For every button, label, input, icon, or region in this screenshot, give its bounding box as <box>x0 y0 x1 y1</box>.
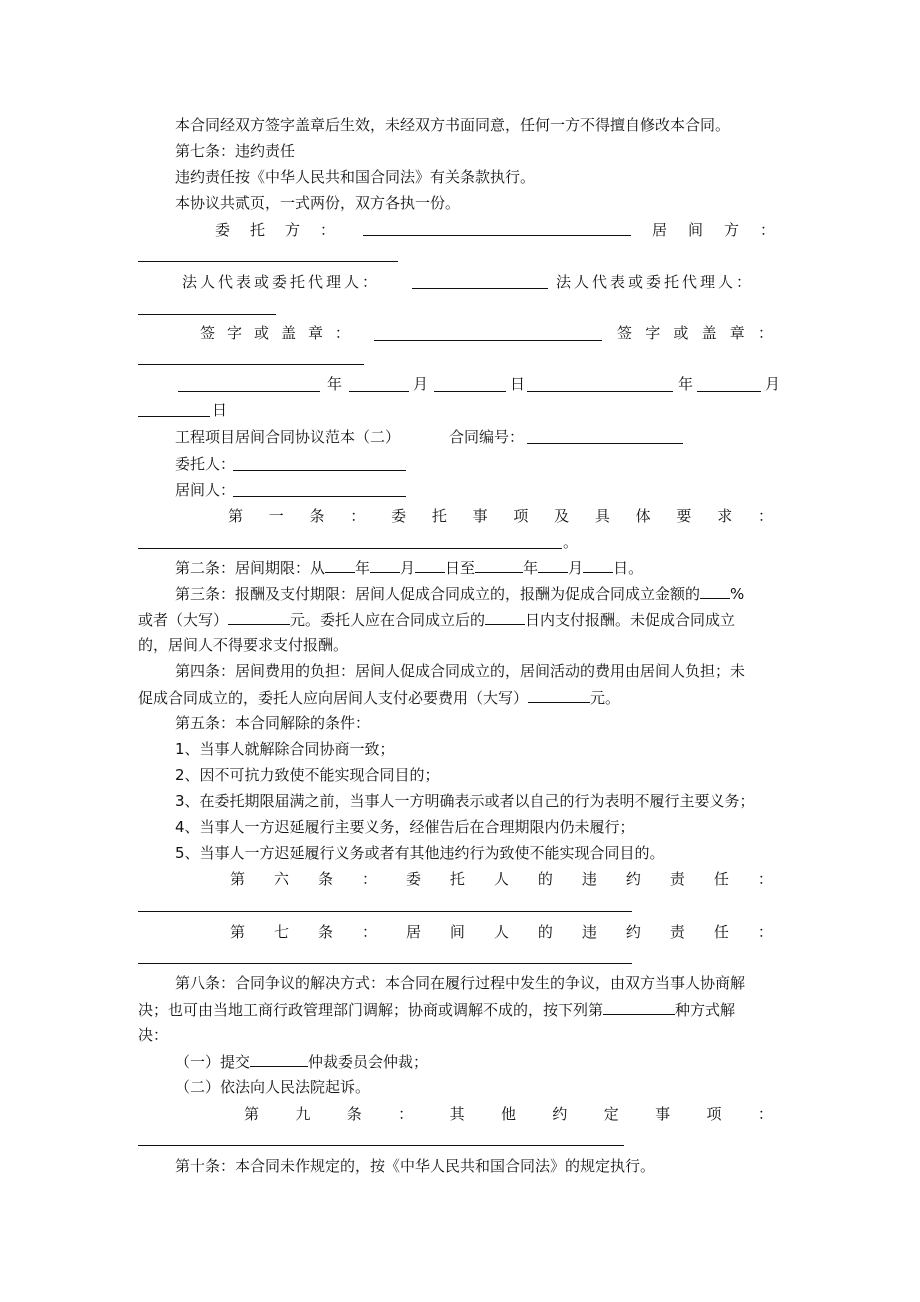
sign-seal-blank-2[interactable] <box>138 364 364 365</box>
template-title: 工程项目居间合同协议范本（二） <box>175 428 401 446</box>
date-day-1: 日 <box>510 375 526 393</box>
article-8-option-1: （一）提交 仲裁委员会仲裁； <box>175 1053 429 1071</box>
article-6-blank[interactable] <box>138 911 632 912</box>
article-9-blank[interactable] <box>138 1145 624 1146</box>
article-1-period: 。 <box>563 533 579 551</box>
article-10: 第十条：本合同未作规定的，按《中华人民共和国合同法》的规定执行。 <box>175 1157 656 1175</box>
art2-year1-blank[interactable] <box>325 557 355 573</box>
article-1-title: 第 一 条 ： 委 托 事 项 及 具 体 要 求 ： <box>228 507 773 525</box>
art2-day1-blank[interactable] <box>415 557 445 573</box>
entruster-label: 委托人： <box>175 455 236 473</box>
article-1-blank[interactable] <box>138 548 562 549</box>
article-8-line-1: 第八条：合同争议的解决方式：本合同在履行过程中发生的争议，由双方当事人协商解 <box>175 974 746 992</box>
sign-seal-label-2: 签 字 或 盖 章 ： <box>617 324 773 342</box>
date-year-blank-1[interactable] <box>178 391 320 392</box>
date-month-1: 月 <box>413 375 429 393</box>
contract-no-label: 合同编号： <box>449 428 525 446</box>
legal-rep-label-2: 法人代表或委托代理人： <box>556 273 755 291</box>
effective-clause: 本合同经双方签字盖章后生效，未经双方书面同意，任何一方不得擅自修改本合同。 <box>175 116 731 134</box>
contract-no-blank[interactable] <box>527 443 683 444</box>
legal-rep-blank-2[interactable] <box>138 314 276 315</box>
art8-arbitration-blank[interactable] <box>250 1051 308 1067</box>
art3-days-blank[interactable] <box>485 609 525 625</box>
article-8-line-3: 决： <box>138 1026 169 1044</box>
article-6-title: 第 六 条 ： 委 托 人 的 违 约 责 任 ： <box>230 870 773 888</box>
broker-blank[interactable] <box>233 496 406 497</box>
article-9-title: 第 九 条 ： 其 他 约 定 事 项 ： <box>244 1105 773 1123</box>
article-3-line-2: 或者（大写） 元。委托人应在合同成立后的 日内支付报酬。未促成合同成立 <box>138 611 736 629</box>
art3-amount-blank[interactable] <box>228 609 290 625</box>
article-7b-blank[interactable] <box>138 963 632 964</box>
article-5-item-3: 3、在委托期限届满之前，当事人一方明确表示或者以自己的行为表明不履行主要义务； <box>175 792 755 810</box>
article-2: 第二条：居间期限：从 年 月 日至 年 月 日。 <box>175 559 644 577</box>
broker-party-label: 居 间 方 ： <box>652 221 775 239</box>
article-5-item-1: 1、当事人就解除合同协商一致； <box>175 740 395 758</box>
article-5-item-2: 2、因不可抗力致使不能实现合同目的； <box>175 766 440 784</box>
art2-year2-blank[interactable] <box>475 557 523 573</box>
broker-label: 居间人： <box>175 481 236 499</box>
entrust-party-blank[interactable] <box>363 220 631 236</box>
date-day-2: 日 <box>212 401 228 419</box>
entruster-blank[interactable] <box>233 470 406 471</box>
sign-seal-label-1: 签 字 或 盖 章 ： <box>200 324 350 342</box>
article-8-line-2: 决；也可由当地工商行政管理部门调解；协商或调解不成的，按下列第 种方式解 <box>138 1001 736 1019</box>
date-year-blank-2[interactable] <box>527 391 673 392</box>
article-4-line-1: 第四条：居间费用的负担：居间人促成合同成立的，居间活动的费用由居间人负担；未 <box>175 662 746 680</box>
article-5-title: 第五条：本合同解除的条件： <box>175 714 371 732</box>
date-year-1: 年 <box>327 375 343 393</box>
article-7b-title: 第 七 条 ： 居 间 人 的 违 约 责 任 ： <box>230 923 773 941</box>
broker-party-blank[interactable] <box>138 261 398 262</box>
art3-percent-blank[interactable] <box>700 583 730 599</box>
article-3-line-1: 第三条：报酬及支付期限：居间人促成合同成立的，报酬为促成合同成立金额的 % <box>175 585 745 603</box>
date-year-2: 年 <box>678 375 694 393</box>
article-3-line-3: 的，居间人不得要求支付报酬。 <box>138 636 349 654</box>
sign-seal-blank-1[interactable] <box>374 340 602 341</box>
legal-rep-label-1: 法人代表或委托代理人： <box>182 273 381 291</box>
article-7-title: 第七条：违约责任 <box>175 142 296 160</box>
entrust-party-label: 委 托 方 ： <box>215 221 335 239</box>
legal-rep-blank-1[interactable] <box>412 288 548 289</box>
art2-month2-blank[interactable] <box>538 557 568 573</box>
art4-fee-blank[interactable] <box>528 687 590 703</box>
pages-clause: 本协议共贰页，一式两份，双方各执一份。 <box>175 194 461 212</box>
article-5-item-5: 5、当事人一方迟延履行义务或者有其他违约行为致使不能实现合同目的。 <box>175 844 665 862</box>
article-7-body: 违约责任按《中华人民共和国合同法》有关条款执行。 <box>175 168 536 186</box>
date-month-2: 月 <box>765 375 781 393</box>
art2-month1-blank[interactable] <box>370 557 400 573</box>
date-month-blank-2[interactable] <box>697 391 761 392</box>
art2-day2-blank[interactable] <box>583 557 613 573</box>
article-5-item-4: 4、当事人一方迟延履行主要义务，经催告后在合理期限内仍未履行； <box>175 818 635 836</box>
date-day-blank-2[interactable] <box>138 416 210 417</box>
date-month-blank-1[interactable] <box>349 391 409 392</box>
article-8-option-2: （二）依法向人民法院起诉。 <box>175 1078 371 1096</box>
article-4-line-2: 促成合同成立的，委托人应向居间人支付必要费用（大写） 元。 <box>138 689 621 707</box>
art8-method-blank[interactable] <box>603 999 675 1015</box>
date-day-blank-1[interactable] <box>434 391 506 392</box>
